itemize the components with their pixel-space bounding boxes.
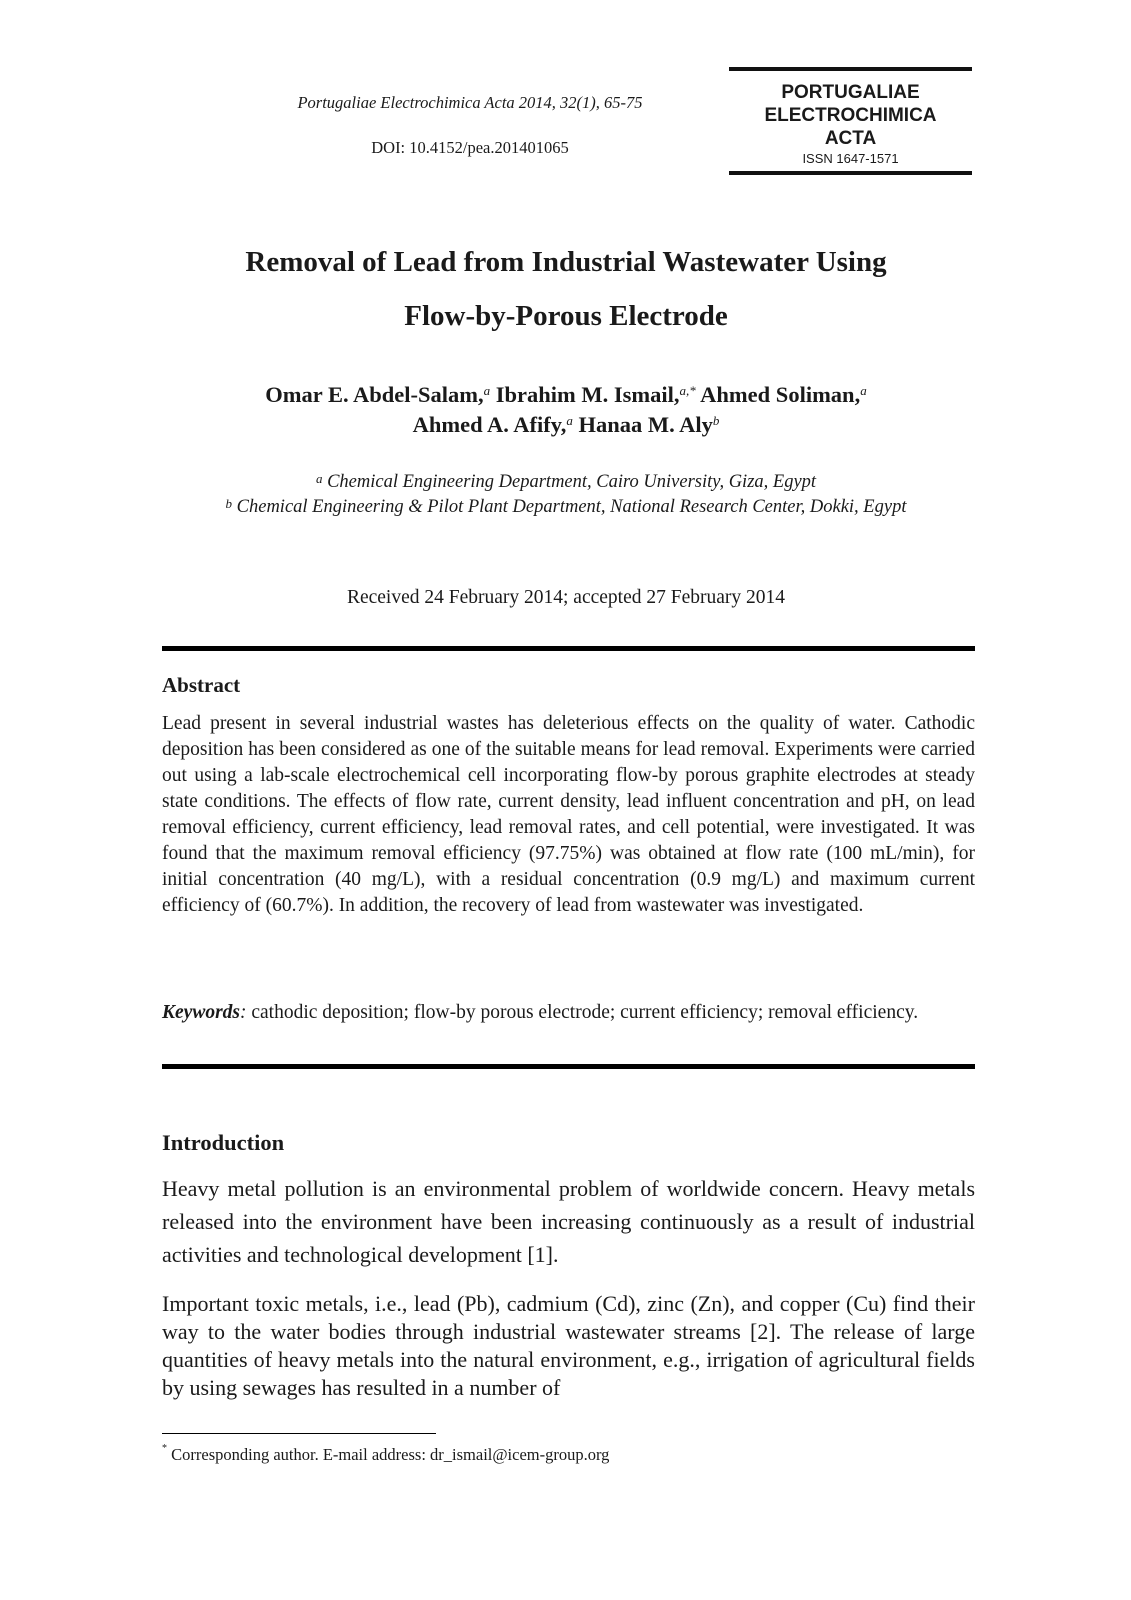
author-line [120, 410, 1012, 440]
journal-box-top-rule [729, 67, 972, 71]
abstract-text: Lead present in several industrial wastes has deleterious effects on the quality of water. Cathodic deposition has been considered as one of the suitable means for lead removal. Experiments were carried out using a lab-scale electrochemical cell incorporating flow-by porous graphite electrodes at steady state conditions. The effects of flow rate, current density, lead influent concentration and pH, on lead removal efficiency, current efficiency, lead removal rates, and cell potential, were investigated. It was found that the maximum removal efficiency (97.75%) was obtained at flow rate (100 mL/min), for initial concentration (40 mg/L), with a residual concentration (0.9 mg/L) and maximum current efficiency of (60.7%). In addition, the recovery of lead from wastewater was investigated. [162, 713, 975, 916]
journal-citation: Portugaliae Electrochimica Acta 2014, 32(1), 65-75 [297, 93, 643, 112]
author-list [120, 380, 1012, 440]
author-affiliation-mark: b [712, 413, 720, 428]
affiliation-text: Chemical Engineering & Pilot Plant Department, National Research Center, Dokki, Egypt [236, 497, 907, 517]
affiliation-list [120, 470, 1012, 520]
journal-box-bottom-rule [729, 171, 972, 175]
journal-logo-box [729, 67, 972, 177]
author-name: Ahmed A. Afify, [412, 412, 567, 437]
abstract-heading: Abstract [162, 673, 241, 697]
received-dates: Received 24 February 2014; accepted 27 February 2014 [346, 587, 786, 608]
doi: DOI: 10.4152/pea.201401065 [371, 138, 569, 157]
introduction-paragraph: Important toxic metals, i.e., lead (Pb), cadmium (Cd), zinc (Zn), and copper (Cu) find their way to the water bodies through industrial wastewater streams [2]. The release of large quantities of heavy metals into the natural environment, e.g., irrigation of agricultural fields by using sewages has resulted in a number of [162, 1291, 975, 1400]
author-affiliation-mark: a [860, 383, 867, 398]
journal-issn: ISSN 1647-1571 [802, 151, 899, 166]
paper-title-line: Removal of Lead from Industrial Wastewater Using [245, 246, 887, 278]
author-name: Ahmed Soliman, [700, 382, 861, 407]
keywords-label: Keywords [162, 1002, 240, 1023]
author-affiliation-mark: a [566, 413, 573, 428]
affiliation-text: Chemical Engineering Department, Cairo University, Giza, Egypt [327, 472, 817, 492]
journal-name-line: ACTA [824, 128, 877, 149]
keywords-text: cathodic deposition; flow-by porous electrode; current efficiency; removal efficiency. [246, 1002, 919, 1023]
author-line [120, 380, 1012, 410]
author-affiliation-mark: a [483, 383, 491, 398]
introduction-heading: Introduction [162, 1130, 285, 1155]
footnote [162, 1445, 975, 1465]
journal-name-line: ELECTROCHIMICA [764, 105, 937, 126]
author-affiliation-mark: a,* [679, 383, 696, 398]
abstract-bottom-rule [162, 1064, 975, 1069]
affiliation-mark: a [315, 471, 323, 486]
journal-name-line: PORTUGALIAE [781, 82, 920, 103]
affiliation [120, 470, 1012, 495]
paper-title [120, 235, 1012, 343]
footnote-text: Corresponding author. E-mail address: dr_ismail@icem-group.org [167, 1445, 610, 1464]
journal-name [729, 81, 972, 150]
keywords-separator: : [240, 1002, 247, 1023]
author-name: Hanaa M. Aly [578, 412, 713, 437]
footnote-mark: * [162, 1443, 167, 1454]
paper-title-line: Flow-by-Porous Electrode [404, 300, 728, 332]
footnote-rule [162, 1433, 436, 1434]
abstract-top-rule [162, 646, 975, 651]
keywords [162, 1000, 975, 1026]
introduction-paragraph: Heavy metal pollution is an environmental problem of worldwide concern. Heavy metals released into the environment have been increasing continuously as a result of industrial activities and technological development [1]. [162, 1176, 975, 1267]
affiliation-mark: b [225, 496, 233, 511]
author-name: Omar E. Abdel-Salam, [265, 382, 484, 407]
author-name: Ibrahim M. Ismail, [495, 382, 680, 407]
affiliation [120, 495, 1012, 520]
